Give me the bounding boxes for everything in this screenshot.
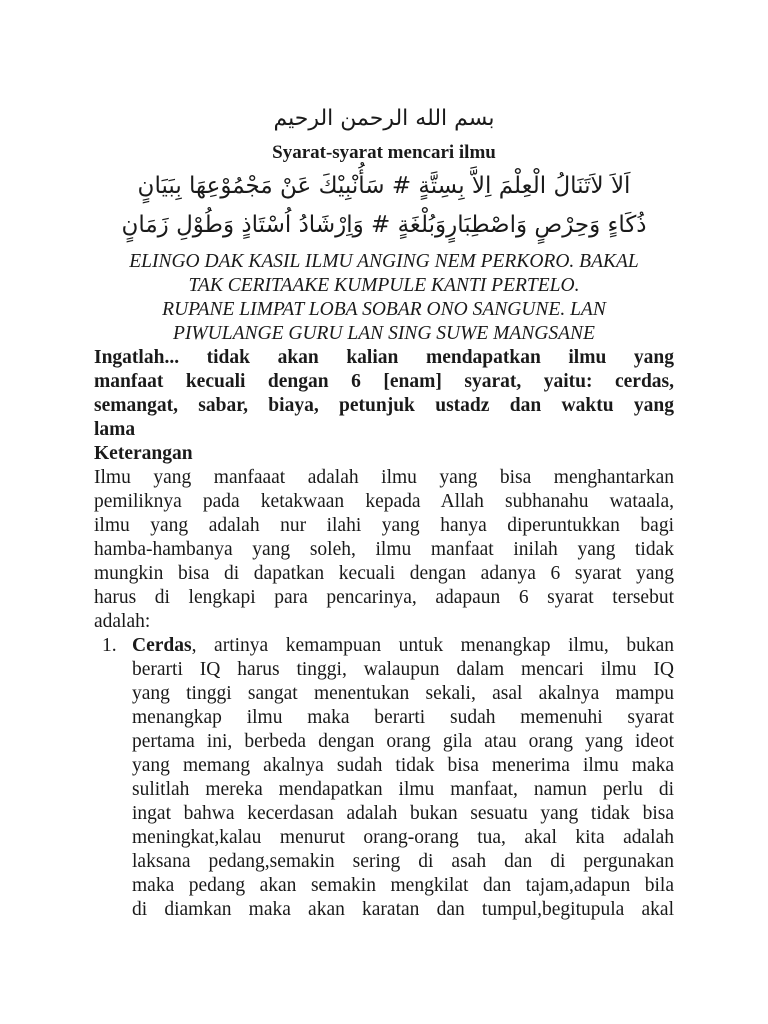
requirement-line: laksana pedang,semakin sering di asah dan di pergunakan	[132, 851, 674, 872]
requirement-line: menangkap ilmu maka berarti sudah memenuhi syarat	[132, 707, 674, 728]
javanese-line: RUPANE LIMPAT LOBA SOBAR ONO SANGUNE. LAN	[162, 299, 606, 320]
requirement-line: pertama ini, berbeda dengan orang gila atau orang yang ideot	[132, 731, 674, 752]
javanese-line: PIWULANGE GURU LAN SING SUWE MANGSANE	[173, 323, 595, 344]
javanese-line: TAK CERITAAKE KUMPULE KANTI PERTELO.	[188, 275, 580, 296]
requirement-line: di diamkan maka akan karatan dan tumpul,begitupula akal	[132, 899, 674, 920]
requirement-line: berarti IQ harus tinggi, walaupun dalam mencari ilmu IQ	[132, 659, 674, 680]
requirements-list	[94, 634, 674, 922]
document-title: Syarat-syarat mencari ilmu	[272, 142, 496, 163]
summary-line: manfaat kecuali dengan 6 [enam] syarat, yaitu: cerdas,	[94, 371, 674, 392]
arabic-verse-line: ذُكَاءٍ وَحِرْصٍ وَاصْطِبَارٍوَبُلْغَةٍ # وَاِرْشَادُ اُسْتَاذٍ وَطُوْلِ زَمَانٍ	[121, 212, 647, 238]
requirement-line: sulitlah mereka mendapatkan ilmu manfaat, namun perlu di	[132, 779, 674, 800]
arabic-verse-line: اَلاَ لاَتَنَالُ الْعِلْمَ اِلاَّ بِسِتَّةٍ # سَأُنْبِيْكَ عَنْ مَجْمُوْعِهَا بِبَيَانٍ	[137, 173, 631, 199]
requirement-first-line	[132, 634, 674, 658]
requirement-number: 1.	[102, 635, 117, 656]
javanese-translation	[80, 250, 688, 346]
requirement-text: , artinya kemampuan untuk menangkap ilmu, bukan	[191, 635, 674, 656]
summary-paragraph	[94, 346, 674, 442]
body-line: pemiliknya pada ketakwaan kepada Allah subhanahu wataala,	[94, 491, 674, 512]
summary-line: semangat, sabar, biaya, petunjuk ustadz dan waktu yang	[94, 395, 674, 416]
requirement-line: meningkat,kalau menurut orang-orang tua, akal kita adalah	[132, 827, 674, 848]
section-heading: Keterangan	[94, 443, 193, 464]
body-paragraph	[94, 466, 674, 634]
summary-line: Ingatlah... tidak akan kalian mendapatkan ilmu yang	[94, 347, 674, 368]
requirement-line: yang memang akalnya sudah tidak bisa menerima ilmu maka	[132, 755, 674, 776]
body-line: ilmu yang adalah nur ilahi yang hanya diperuntukkan bagi	[94, 515, 674, 536]
requirement-item	[94, 634, 674, 922]
requirement-term: Cerdas	[132, 635, 192, 656]
javanese-line: ELINGO DAK KASIL ILMU ANGING NEM PERKORO. BAKAL	[129, 251, 639, 272]
requirement-line: yang tinggi sangat menentukan sekali, asal akalnya mampu	[132, 683, 674, 704]
summary-line: lama	[94, 419, 136, 440]
body-line: harus di lengkapi para pencarinya, adapaun 6 syarat tersebut	[94, 587, 674, 608]
requirement-line: maka pedang akan semakin mengkilat dan tajam,adapun bila	[132, 875, 674, 896]
bismillah-heading: بسم الله الرحمن الرحيم	[273, 106, 495, 131]
body-line: Ilmu yang manfaaat adalah ilmu yang bisa menghantarkan	[94, 467, 674, 488]
body-line: hamba-hambanya yang soleh, ilmu manfaat inilah yang tidak	[94, 539, 674, 560]
body-line: adalah:	[94, 611, 151, 632]
requirement-line: ingat bahwa kecerdasan adalah bukan sesuatu yang tidak bisa	[132, 803, 674, 824]
body-line: mungkin bisa di dapatkan kecuali dengan adanya 6 syarat yang	[94, 563, 674, 584]
